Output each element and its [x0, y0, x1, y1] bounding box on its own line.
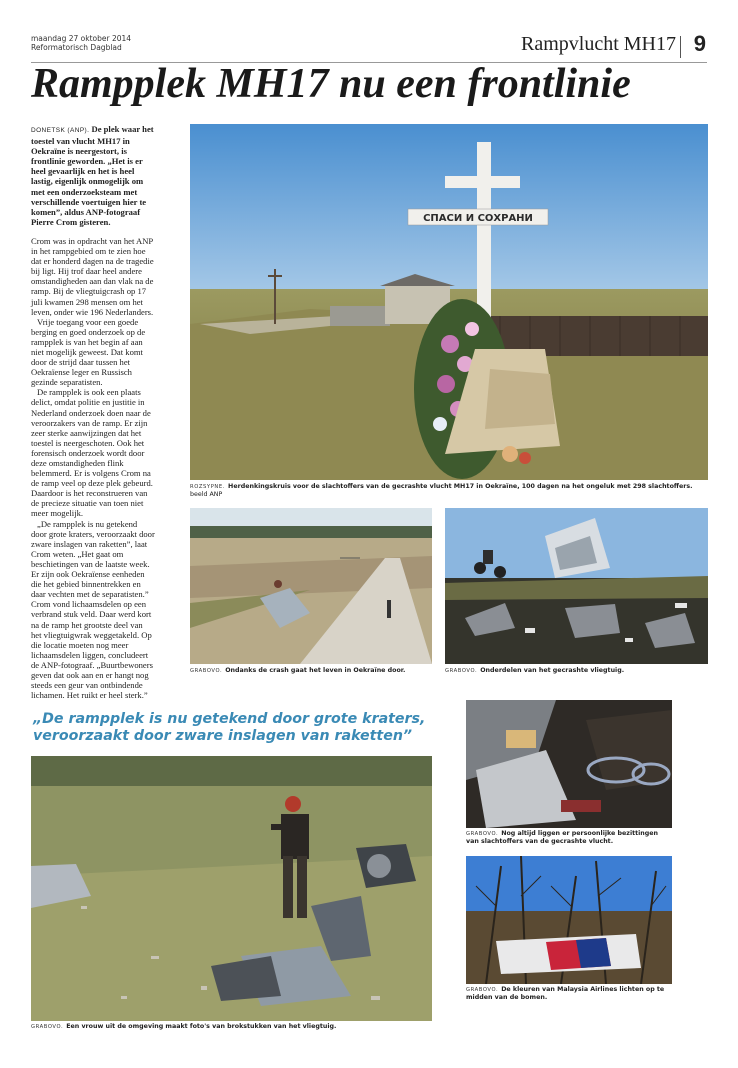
- caption-location: ROZSYPNE.: [190, 484, 226, 490]
- article-paragraph: Crom was in opdracht van het ANP in het rampgebied om te zien hoe dat er honderd dagen na de tragedie bij ligt. Hij trof daar heel andere omstandigheden aan dan vlak na de ramp. Bij de vliegtuigcrash op 17 juli kwamen 298 mensen om het leven, onder wie 196 Nederlanders.: [31, 235, 154, 317]
- caption-location: GRABOVO.: [190, 668, 223, 674]
- caption-text: Nog altijd liggen er persoonlijke bezittingen van slachtoffers van de gecrashte vlucht.: [466, 830, 659, 846]
- page-number: 9: [693, 31, 706, 56]
- issue-date: maandag 27 oktober 2014: [31, 34, 132, 43]
- photo-credit: beeld ANP: [190, 491, 223, 499]
- caption-text: De kleuren van Malaysia Airlines lichten op te midden van de bomen.: [466, 986, 665, 1002]
- caption-text: Ondanks de crash gaat het leven in Oekraïne door.: [225, 667, 406, 674]
- caption-location: GRABOVO.: [445, 668, 478, 674]
- caption-memorial-cross: [190, 483, 708, 500]
- photo-road: [190, 508, 432, 664]
- section-title: Rampvlucht MH17: [521, 33, 676, 55]
- caption-location: GRABOVO.: [466, 987, 499, 993]
- photo-wreckage: [445, 508, 708, 664]
- caption-road: [190, 667, 432, 675]
- article-dateline: DONETSK (ANP).: [31, 127, 90, 134]
- caption-text: Een vrouw uit de omgeving maakt foto's van brokstukken van het vliegtuig.: [66, 1023, 337, 1030]
- caption-text: Herdenkingskruis voor de slachtoffers van de gecrashte vlucht MH17 in Oekraïne, 100 dagen na het ongeluk met 298 slachtoffers.: [228, 483, 693, 490]
- header-divider: [680, 36, 681, 58]
- caption-woman-debris: [31, 1023, 432, 1031]
- pull-quote: „De rampplek is nu getekend door grote kraters, veroorzaakt door zware inslagen van raketten”: [33, 711, 426, 744]
- photo-belongings: [466, 700, 672, 828]
- article-paragraph: „De rampplek is nu getekend door grote kraters, veroorzaakt door zware inslagen van raketten”, laat Crom weten. „Het gaat om beschietingen van de laatste week. Er zijn ook Oekraïense eenheden die het gebied binnentrekken en daar vechten met de separatisten.”: [31, 518, 155, 600]
- article-body: [31, 124, 155, 700]
- article-lead: De plek waar het toestel van vlucht MH17 in Oekraïne is neergestort, is frontlinie geworden. „Het is er heel gevaarlijk en het is heel lastig, eigenlijk onmogelijk om met een onderzoeksteam met verschillende voertuigen hier te komen”, aldus ANP-fotograaf Pierre Crom gisteren.: [31, 124, 154, 227]
- article-paragraph: Crom vond lichaamsdelen op een verbrand stuk veld. Daar werd kort na de ramp het grootste deel van het vliegtuigwrak weggetakeld. Op die locatie moeten nog meer lichaamsdelen liggen, concludeert de ANP-fotograaf. „Buurtbewoners geven dat ook aan en er hangt nog steeds een geur van ontbindende lichamen. Het ruikt er heel sterk.”: [31, 599, 153, 701]
- photo-memorial-cross: [190, 124, 708, 480]
- article-lead-paragraph: [31, 124, 155, 227]
- photo-woman-debris: [31, 756, 432, 1021]
- caption-belongings: [466, 830, 672, 847]
- newspaper-name: Reformatorisch Dagblad: [31, 43, 122, 52]
- caption-location: GRABOVO.: [466, 831, 499, 837]
- article-paragraph: Vrije toegang voor een goede berging en goed onderzoek op de rampplek is van het begin af aan niet mogelijk geweest. Dat komt door de strijd daar tussen het Oekraïense leger en Russisch gezinde separatisten.: [31, 316, 146, 388]
- cross-sign-text: СПАСИ И СОХРАНИ: [423, 213, 533, 224]
- article-paragraph: De rampplek is ook een plaats delict, omdat politie en justitie in Nederland onderzoek doen naar de veroorzakers van de ramp. Er zijn zeer sterke aanwijzingen dat het toestel is neergeschoten. Ook het forensisch onderzoek wordt door deze omstandigheden flink belemmerd. Er is volgens Crom na de ramp veel op deze plek gebeurd. Daardoor is het reconstrueren van de precieze situatie van toen niet meer mogelijk.: [31, 387, 153, 519]
- masthead-info: [31, 34, 131, 52]
- photo-trees: [466, 856, 672, 984]
- headline: Rampplek MH17 nu een frontlinie: [31, 61, 631, 107]
- caption-wreckage: [445, 667, 708, 675]
- caption-location: GRABOVO.: [31, 1024, 64, 1030]
- caption-text: Onderdelen van het gecrashte vliegtuig.: [480, 667, 625, 674]
- caption-trees: [466, 986, 672, 1003]
